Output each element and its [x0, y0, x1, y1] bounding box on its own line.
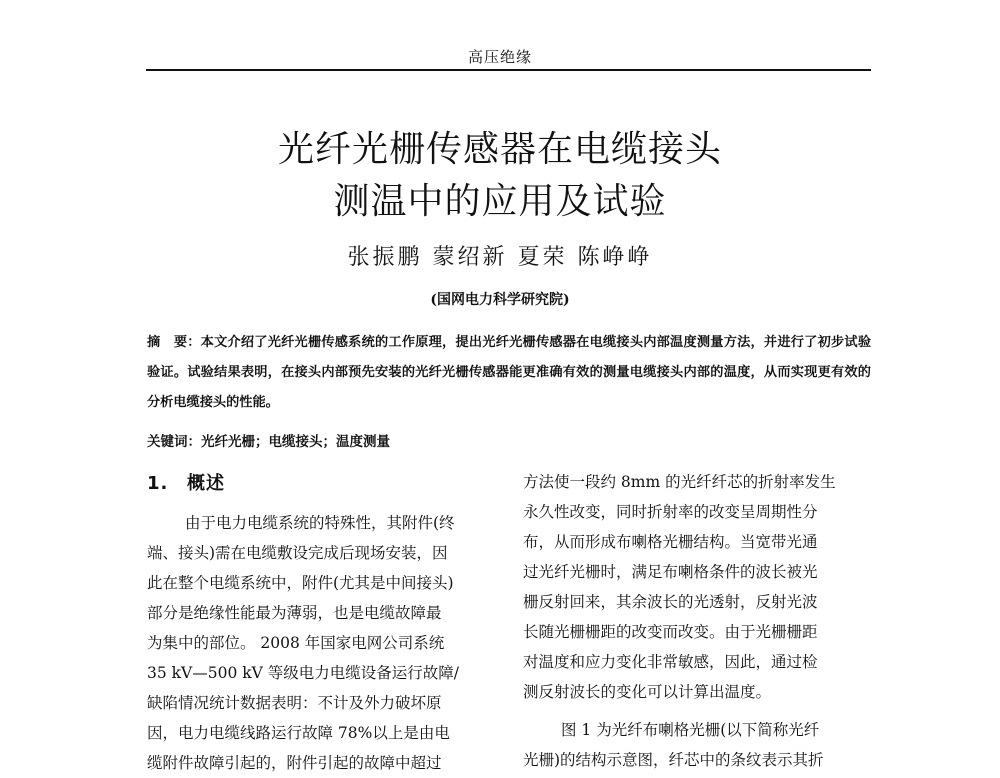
body-line: 方法使一段约 8mm 的光纤纤芯的折射率发生: [523, 473, 836, 491]
paper-title-line-2: 测温中的应用及试验: [333, 181, 667, 222]
body-line: 由于电力电缆系统的特殊性，其附件(终: [185, 514, 455, 532]
body-line: 此在整个电缆系统中，附件(尤其是中间接头): [147, 574, 454, 592]
paper-title-line-1: 光纤光栅传感器在电缆接头: [277, 129, 722, 170]
keywords-label: 关键词：: [147, 434, 201, 450]
body-line: 长随光栅栅距的改变而改变。由于光栅栅距: [523, 623, 818, 641]
body-line: 缆附件故障引起的，附件引起的故障中超过: [147, 754, 442, 772]
abstract-label: 摘 要：: [147, 335, 201, 350]
keywords-text: 光纤光栅；电缆接头；温度测量: [201, 434, 390, 450]
body-line: 光栅)的结构示意图，纤芯中的条纹表示其折: [523, 751, 824, 769]
keywords: [147, 430, 871, 454]
body-line: 布，从而形成布喇格光栅结构。当宽带光通: [523, 533, 818, 551]
abstract: [147, 328, 871, 418]
body-line: 缺陷情况统计数据表明：不计及外力破坏原: [147, 694, 442, 712]
section-title: 概述: [187, 473, 225, 494]
running-head: 高压绝缘: [467, 48, 532, 66]
left-column: [147, 466, 497, 778]
body-line: 图 1 为光纤布喇格光栅(以下简称光纤: [561, 721, 820, 739]
body-line: 栅反射回来，其余波长的光透射，反射光波: [523, 593, 818, 611]
header-rule: [146, 69, 871, 71]
body-line: 过光纤光栅时，满足布喇格条件的波长被光: [523, 563, 818, 581]
body-line: 35 kV—500 kV 等级电力电缆设备运行故障/: [147, 664, 459, 682]
body-line: 端、接头)需在电缆敷设完成后现场安装，因: [147, 544, 448, 562]
body-line: 测反射波长的变化可以计算出温度。: [523, 683, 772, 701]
body-line: 对温度和应力变化非常敏感，因此，通过检: [523, 653, 818, 671]
body-line: 因，电力电缆线路运行故障 78%以上是由电: [147, 724, 450, 742]
abstract-text: 本文介绍了光纤光栅传感系统的工作原理，提出光纤光栅传感器在电缆接头内部温度测量方法，并进行了初步试验验证。试验结果表明，在接头内部预先安装的光纤光栅传感器能更准确有效的测量电缆接头内部的温度，从而实现更有效的分析电缆接头的性能。: [147, 335, 872, 410]
authors: 张振鹏 蒙绍新 夏荣 陈峥峥: [347, 245, 653, 270]
section-heading: [147, 466, 497, 508]
paragraph-gap: [523, 707, 871, 715]
right-column: [523, 467, 871, 775]
body-line: 部分是绝缘性能最为薄弱，也是电缆故障最: [147, 604, 442, 622]
body-line: 永久性改变，同时折射率的改变呈周期性分: [523, 503, 818, 521]
affiliation: (国网电力科学研究院): [430, 292, 570, 308]
body-line: 为集中的部位。 2008 年国家电网公司系统: [147, 634, 445, 652]
section-number: 1.: [147, 473, 169, 494]
